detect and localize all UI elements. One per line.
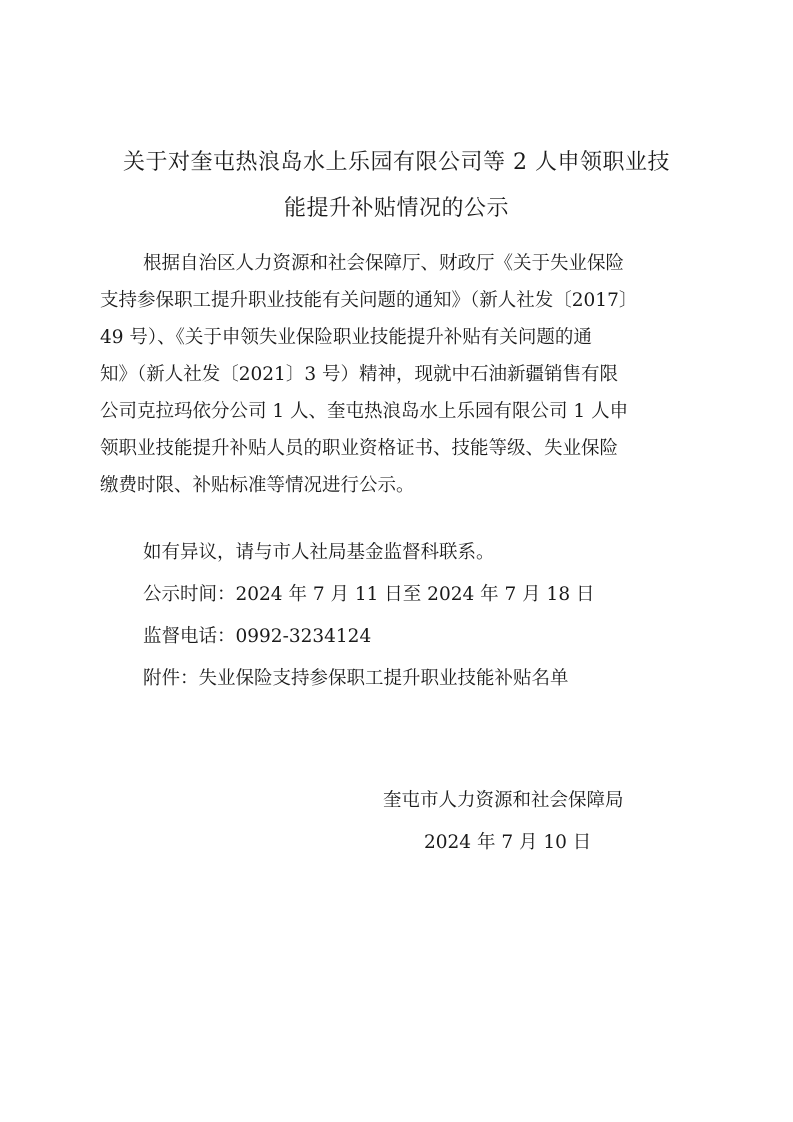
title-line-1: 关于对奎屯热浪岛水上乐园有限公司等 2 人申领职业技: [123, 150, 670, 175]
paragraph-line: 缴费时限、补贴标准等情况进行公示。: [100, 475, 415, 496]
document-title: [100, 140, 693, 232]
paragraph-line: 49 号）、《关于申领失业保险职业技能提升补贴有关问题的通: [100, 327, 592, 348]
main-paragraph: [100, 245, 710, 504]
supervision-phone: 监督电话：0992-3234124: [143, 626, 372, 647]
paragraph-line: 根据自治区人力资源和社会保障厅、财政厅《关于失业保险: [143, 253, 625, 274]
paragraph-line: 公司克拉玛依分公司 1 人、奎屯热浪岛水上乐园有限公司 1 人申: [100, 401, 629, 422]
paragraph-line: 支持参保职工提升职业技能有关问题的通知》（新人社发〔2017〕: [100, 290, 638, 311]
attachment-note: 附件：失业保险支持参保职工提升职业技能补贴名单: [143, 668, 569, 689]
paragraph-line: 知》（新人社发〔2021〕3 号）精神，现就中石油新疆销售有限: [100, 364, 618, 385]
publicity-period: 公示时间：2024 年 7 月 11 日至 2024 年 7 月 18 日: [143, 584, 595, 605]
issue-date: 2024 年 7 月 10 日: [424, 832, 592, 853]
title-line-2: 能提升补贴情况的公示: [283, 196, 509, 221]
issuing-organization: 奎屯市人力资源和社会保障局: [383, 790, 624, 811]
paragraph-line: 领职业技能提升补贴人员的职业资格证书、技能等级、失业保险: [100, 438, 619, 459]
contact-note: 如有异议，请与市人社局基金监督科联系。: [143, 542, 495, 563]
